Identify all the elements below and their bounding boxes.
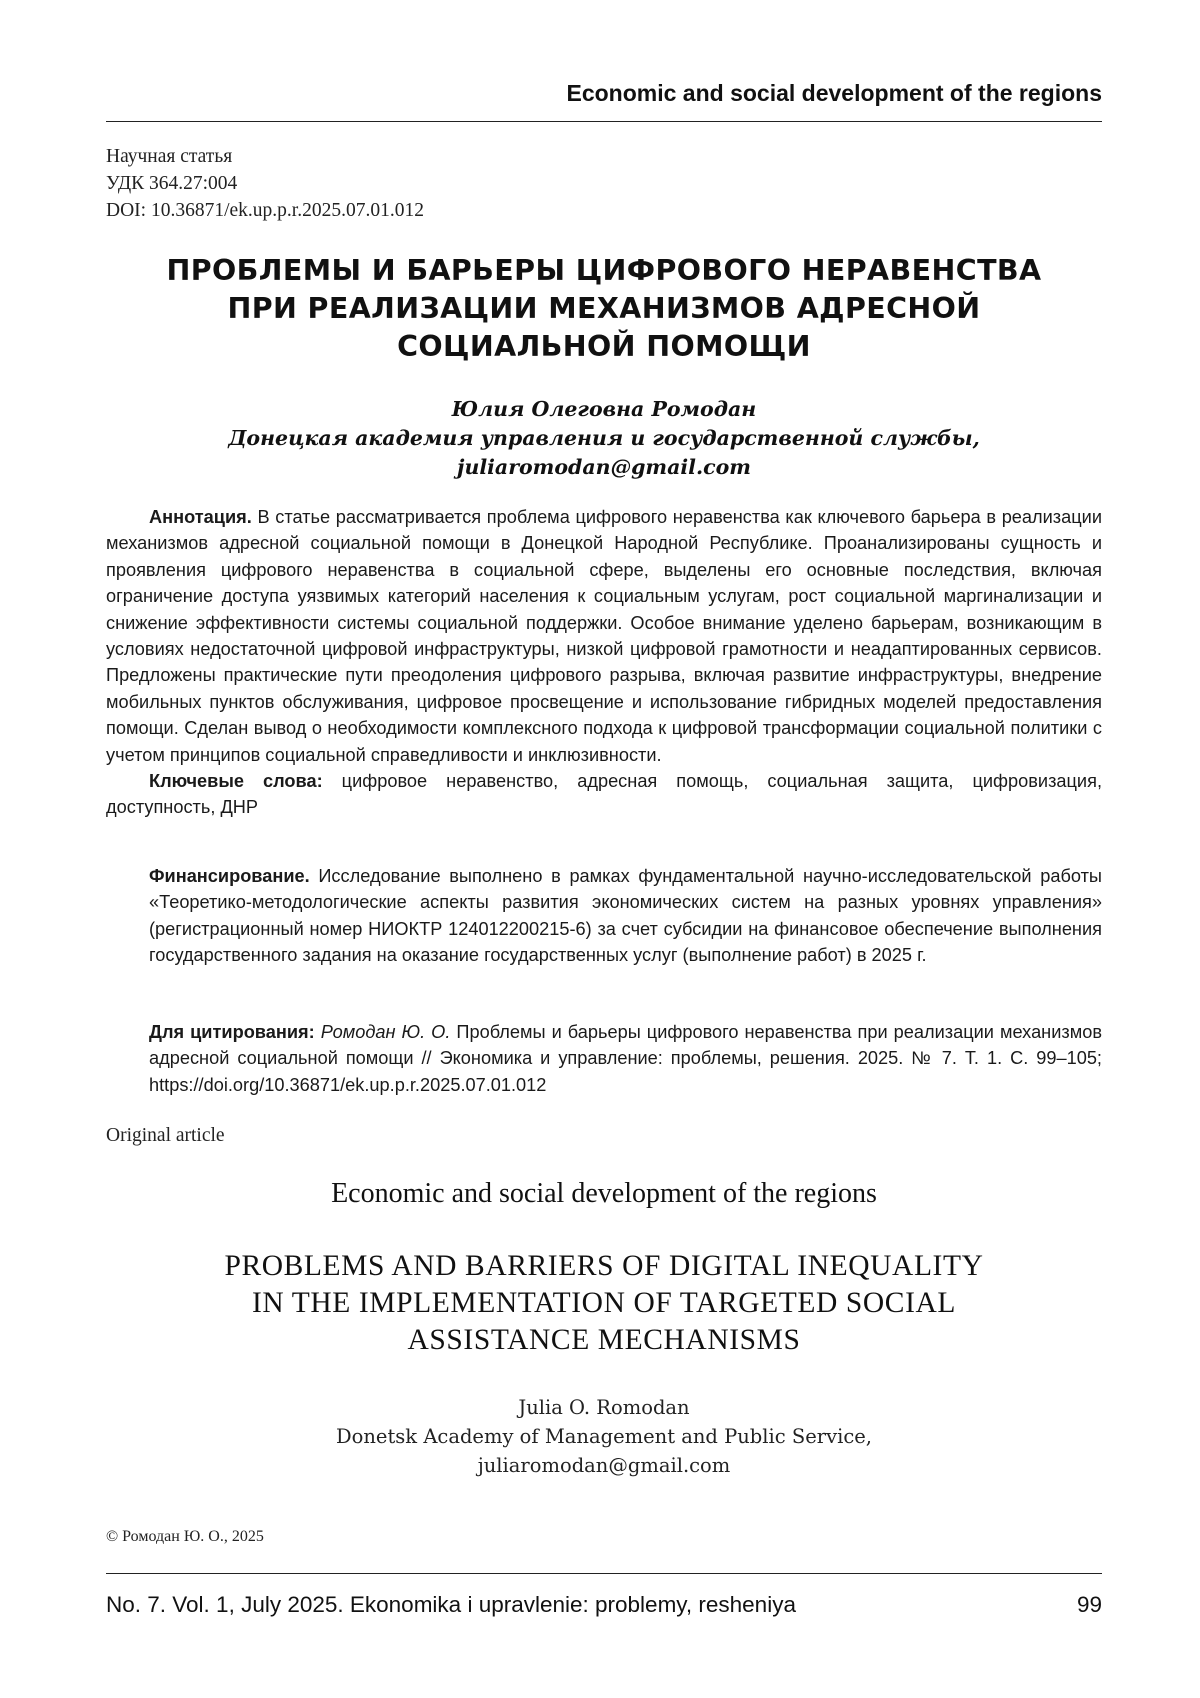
funding-block	[106, 863, 1102, 969]
author-email-en: juliaromodan@gmail.com	[477, 1454, 731, 1477]
author-affiliation: Донецкая академия управления и государственной службы,	[228, 426, 980, 450]
section-title-english: Economic and social development of the regions	[331, 1178, 877, 1209]
article-type: Научная статья	[106, 146, 233, 167]
citation-author: Ромодан Ю. О.	[314, 1022, 451, 1042]
title-russian: ПРОБЛЕМЫ И БАРЬЕРЫ ЦИФРОВОГО НЕРАВЕНСТВА ПРИ РЕАЛИЗАЦИИ МЕХАНИЗМОВ АДРЕСНОЙ СОЦИАЛЬНОЙ ПОМОЩИ	[166, 254, 1042, 363]
author-block-russian	[106, 395, 1102, 482]
footer-journal-info: No. 7. Vol. 1, July 2025. Ekonomika i upravlenie: problemy, resheniya	[106, 1592, 796, 1617]
footer-divider	[106, 1573, 1102, 1574]
running-header: Economic and social development of the regions	[566, 80, 1102, 106]
author-name: Юлия Олеговна Ромодан	[451, 397, 757, 421]
abstract-block	[106, 504, 1102, 821]
author-block-english	[106, 1393, 1102, 1480]
article-meta	[106, 143, 424, 224]
original-article-label: Original article	[106, 1125, 225, 1146]
header-divider	[106, 121, 1102, 122]
copyright-notice: © Ромодан Ю. О., 2025	[106, 1528, 264, 1545]
citation-label: Для цитирования:	[149, 1022, 315, 1042]
title-english: PROBLEMS AND BARRIERS OF DIGITAL INEQUALITY IN THE IMPLEMENTATION OF TARGETED SOCIAL ASSISTANCE MECHANISMS	[224, 1250, 984, 1356]
author-name-en: Julia O. Romodan	[518, 1396, 690, 1419]
keywords-text: цифровое неравенство, адресная помощь, социальная защита, цифровизация, доступность, ДНР	[106, 771, 1102, 818]
keywords	[106, 768, 1102, 821]
abstract-text: В статье рассматривается проблема цифрового неравенства как ключевого барьера в реализации механизмов адресной социальной помощи в Донецкой Народной Республике. Проанализированы сущность и проявления цифрового неравенства в социальной сфере, выделены его основные последствия, включая ограничение доступа уязвимых категорий населения к социальным услугам, рост социальной маргинализации и снижение эффективности системы социальной поддержки. Особое внимание уделено барьерам, возникающим в условиях недостаточной цифровой инфраструктуры, низкой цифровой грамотности и неадаптированных сервисов. Предложены практические пути преодоления цифрового разрыва, включая развитие инфраструктуры, внедрение мобильных пунктов обслуживания, цифровое просвещение и использование гибридных моделей предоставления помощи. Сделан вывод о необходимости комплексного подхода к цифровой трансформации социальной политики с учетом принципов социальной справедливости и инклюзивности.	[106, 507, 1102, 765]
author-email: juliaromodan@gmail.com	[457, 455, 751, 479]
citation-block	[106, 1019, 1102, 1098]
abstract-label: Аннотация.	[149, 507, 252, 527]
funding-text: Исследование выполнено в рамках фундаментальной научно-исследовательской работы «Теоретико-методологические аспекты развития экономических систем на разных уровнях управления» (регистрационный номер НИОКТР 124012200215-6) за счет субсидии на финансовое обеспечение выполнения государственного задания на оказание государственных услуг (выполнение работ) в 2025 г.	[149, 866, 1102, 966]
citation	[106, 1019, 1102, 1098]
citation-text: Проблемы и барьеры цифрового неравенства при реализации механизмов адресной социальной помощи // Экономика и управление: проблемы, решения. 2025. № 7. Т. 1. С. 99–105; https://doi.org/10.36871/ek.up.p.r.2025.07.01.012	[149, 1022, 1103, 1095]
doi: DOI: 10.36871/ek.up.p.r.2025.07.01.012	[106, 200, 424, 221]
funding	[106, 863, 1102, 969]
page-number: 99	[1076, 1592, 1102, 1617]
keywords-label: Ключевые слова:	[149, 771, 323, 792]
funding-label: Финансирование.	[149, 866, 310, 886]
abstract	[106, 504, 1102, 768]
udc-code: УДК 364.27:004	[106, 173, 238, 194]
article-page	[106, 0, 1102, 1698]
author-affiliation-en: Donetsk Academy of Management and Public Service,	[335, 1425, 873, 1448]
